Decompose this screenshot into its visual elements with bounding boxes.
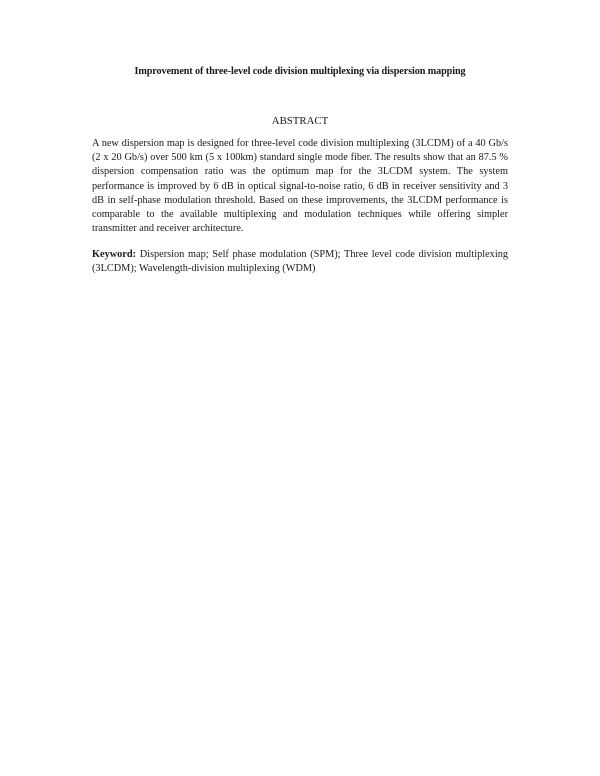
paper-title: Improvement of three-level code division multiplexing via dispersion mapping: [134, 66, 466, 77]
keywords-label: Keyword:: [92, 249, 137, 260]
abstract-body: A new dispersion map is designed for three-level code division multiplexing (3LCDM) of a 40 Gb/s (2 x 20 Gb/s) over 500 km (5 x 100km) standard single mode fiber. The results show that an 87.5 % dispersion compensation ratio was the optimum map for the 3LCDM system. The system performance is improved by 6 dB in optical signal-to-noise ratio, 6 dB in receiver sensitivity and 3 dB in self-phase modulation threshold. Based on these improvements, the 3LCDM performance is comparable to the available multiplexing and modulation techniques while offering simpler transmitter and receiver architecture.: [92, 138, 508, 235]
keywords-paragraph: [92, 248, 508, 276]
keywords-text: Dispersion map; Self phase modulation (SPM); Three level code division multiplexing (3LCDM); Wavelength-division multiplexing (WDM): [92, 249, 508, 275]
abstract-heading: ABSTRACT: [271, 115, 329, 127]
